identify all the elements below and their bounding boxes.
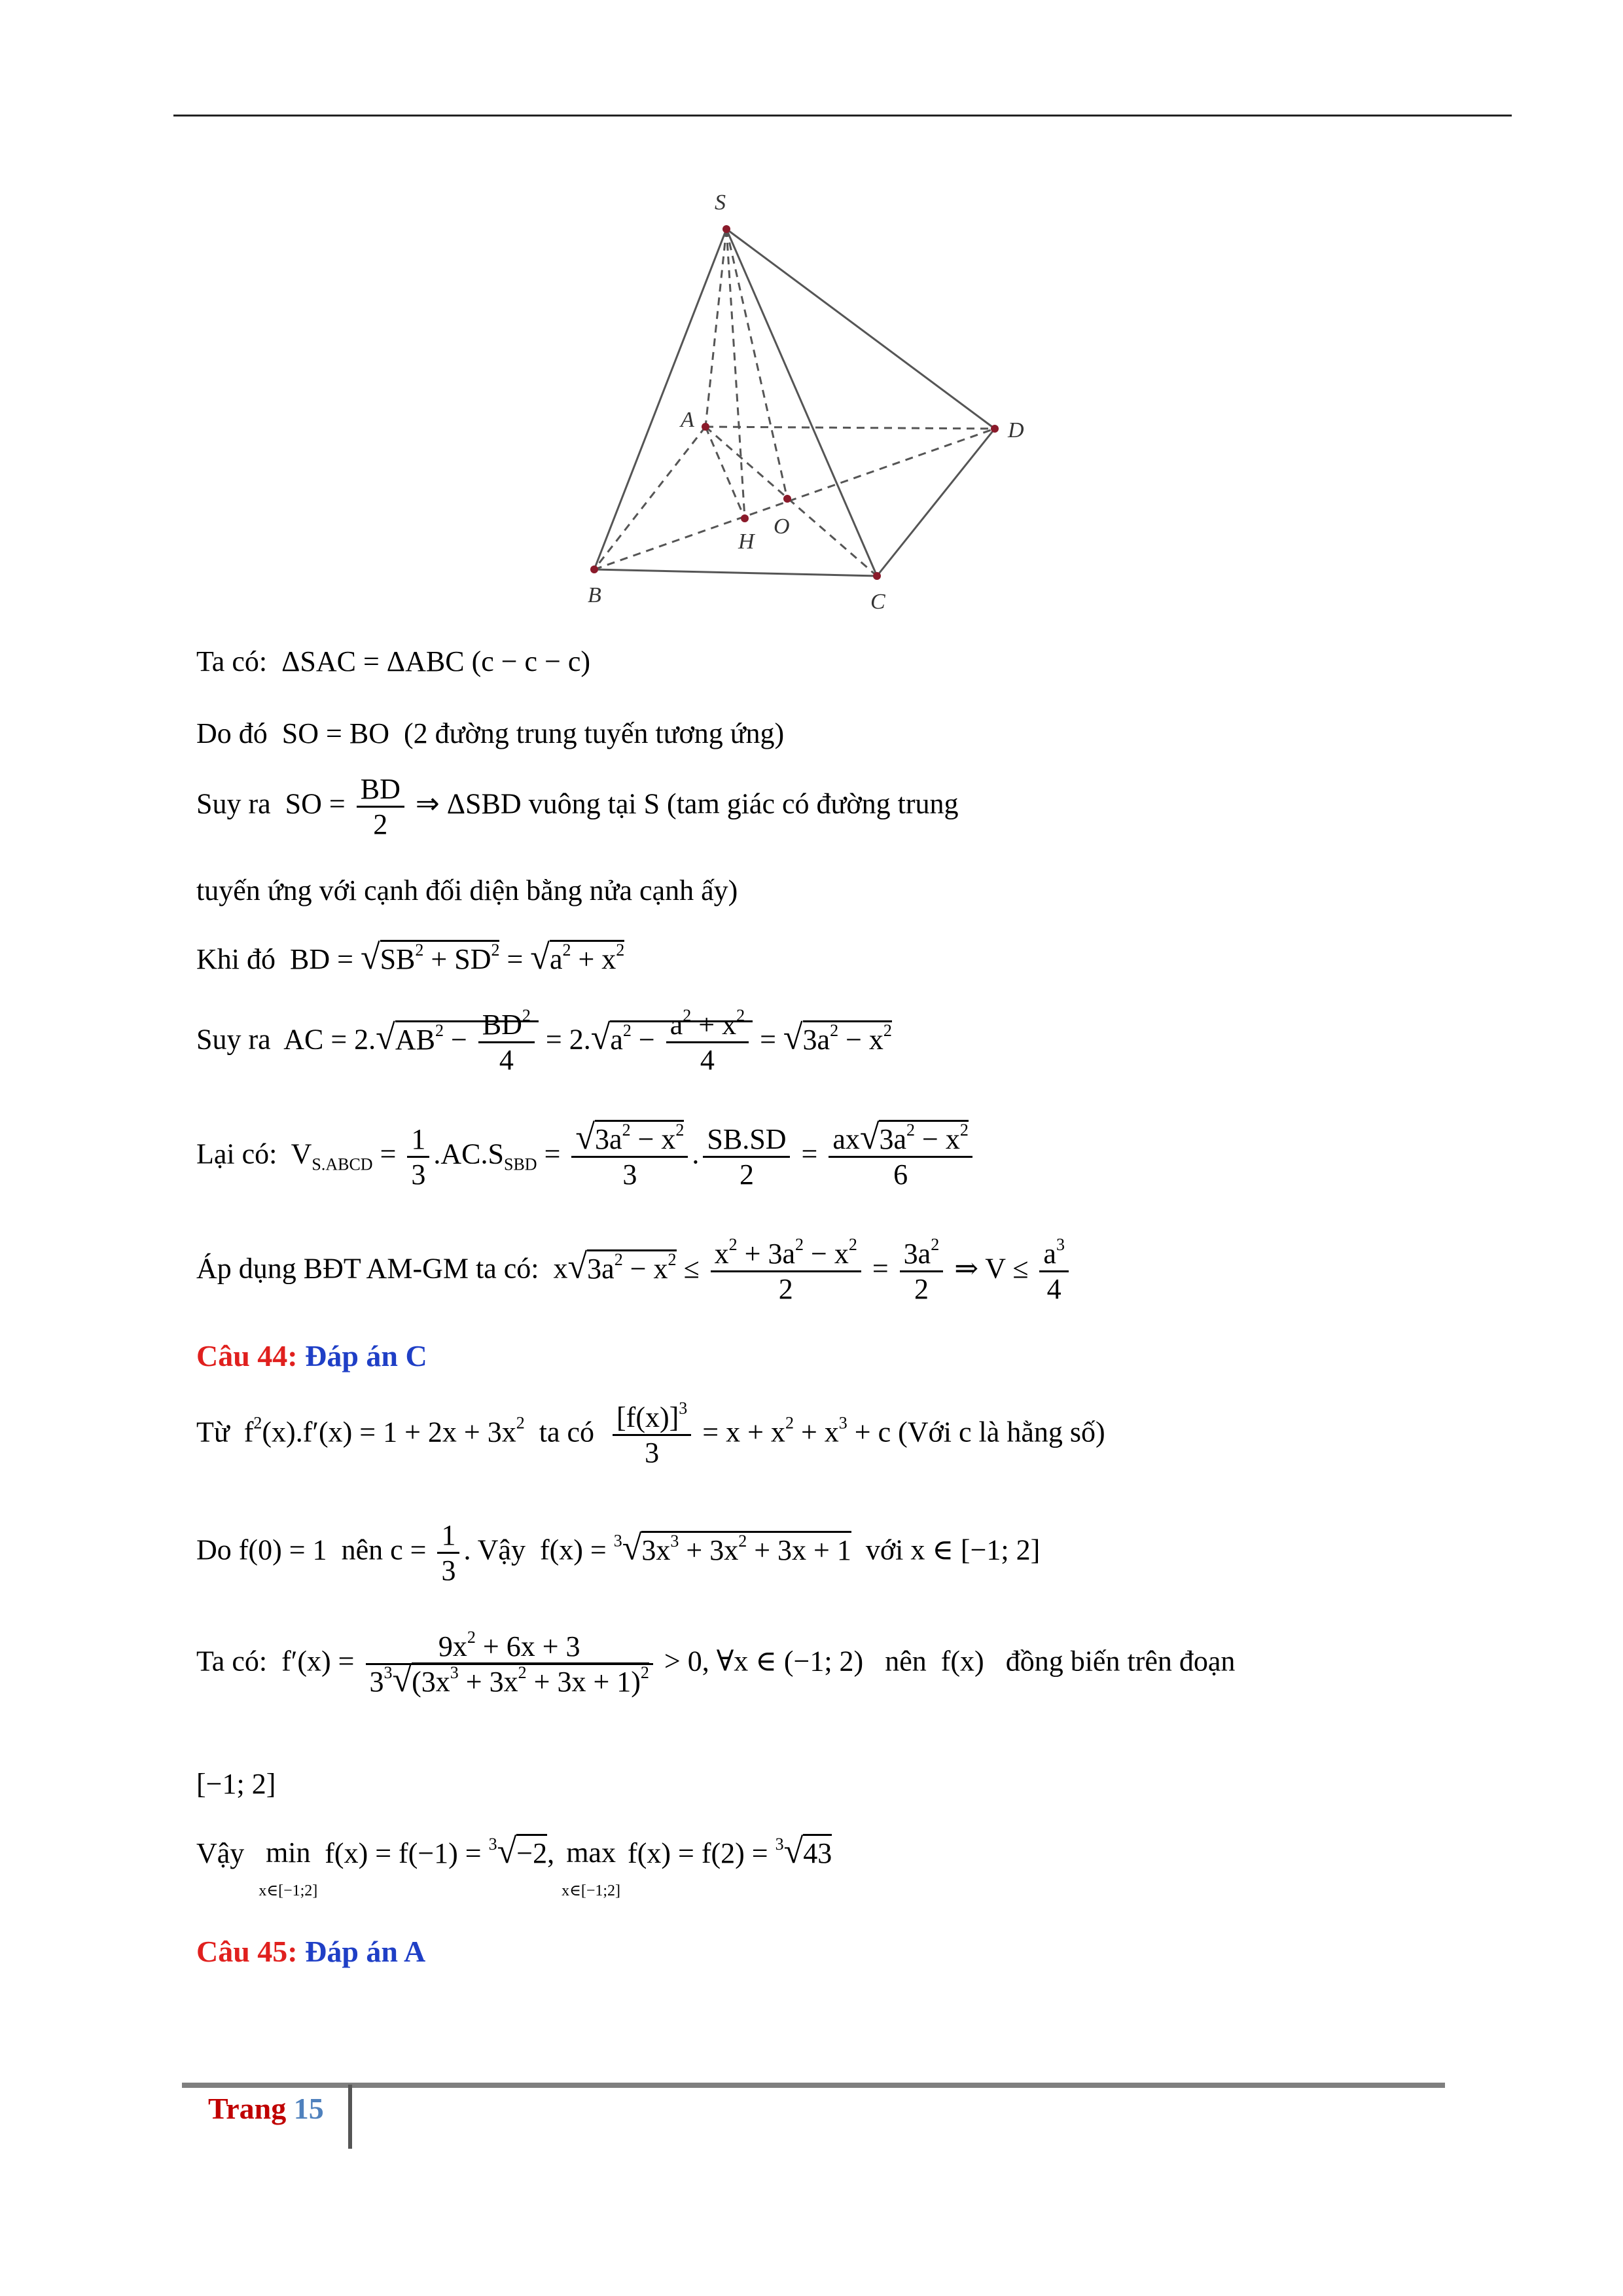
question-44-heading: Câu 44: Đáp án C (196, 1339, 427, 1372)
pyramid-figure (563, 190, 1073, 635)
footer-rule (182, 2083, 1445, 2088)
footer-divider (348, 2085, 352, 2149)
line-triangles-equal: Ta có: ΔSAC = ΔABC (c − c − c) (196, 645, 591, 677)
fraction-bd-2: $\frac{BD}{2}$ (357, 772, 404, 841)
label-a: A (681, 408, 694, 432)
line-derivative-equation: Từ $f^2(x).f'(x) = 1 + 2x + 3x^2$ ta có $\frac{[f(x)]^3}{3}$ = $x + x^2 + x^3 + c$ (Với c là hằng số) (196, 1399, 1105, 1469)
line-derivative-positive: Ta có: f′(x) = $\frac{9x^2 + 6x + 3}{3^3√(3x^3 + 3x^2 + 3x + 1)^2}$ > 0, ∀x ∈ (−1; 2) nên f(x) đồng biến trên đoạn (196, 1628, 1236, 1699)
line-so-bo: Do đó SO = BO (2 đường trung tuyến tương ứng) (196, 717, 785, 749)
header-rule (173, 115, 1512, 117)
line-so-bd-half: Suy ra SO = $\frac{BD}{2}$ ⇒ ΔSBD vuông tại S (tam giác có đường trung (196, 773, 959, 840)
label-s: S (715, 190, 726, 215)
label-c: C (870, 590, 885, 614)
line-interval: [−1; 2] (196, 1768, 276, 1800)
line-am-gm: Áp dụng BĐT AM-GM ta có: $x√3a^2 - x^2$ ≤ $\frac{x^2 + 3a^2 - x^2}{2}$ = $\frac{3a^2}{2}$ ⇒ V ≤ $\frac{a^3}{4}$ (196, 1237, 1073, 1306)
label-h: H (738, 529, 755, 554)
label-b: B (588, 583, 601, 607)
line-constant-c: Do f(0) = 1 nên c = $\frac{1}{3}$ . Vậy $f(x) = ^3√3x^3 + 3x^2 + 3x + 1$ với x ∈ [−1; 2] (196, 1519, 1041, 1587)
line-ac-formula: Suy ra AC = $2.√AB^2$ − $\frac{BD^2}{4}$ = $2.√a^2$ − $\frac{a^2 + x^2}{4}$ = $√3a^2 - x^2$ (196, 1006, 892, 1076)
label-o: O (774, 514, 790, 539)
page-number: Trang 15 (208, 2092, 324, 2125)
line-bd-formula: Khi đó BD = $√SB^2 + SD^2 = √a^2 + x^2$ (196, 937, 625, 977)
question-45-heading: Câu 45: Đáp án A (196, 1935, 426, 1968)
label-d: D (1008, 418, 1024, 442)
line-min-max: Vậy min x∈[−1;2] f(x) = f(−1) = $^3$√−2, max x∈[−1;2] f(x) = f(2) = $^3$√43 (196, 1831, 832, 1899)
line-median-note: tuyến ứng với cạnh đối diện bằng nửa cạnh ấy) (196, 874, 738, 906)
line-volume-formula: Lại có: $V_{S.ABCD}$ = $\frac{1}{3}$ $.AC.S_{SBD}$ = $\frac{√3a^2 - x^2}{3}$ . $\frac{SB.SD}{2}$ = $\frac{ax√3a^2 - x^2}{6}$ (196, 1122, 976, 1191)
